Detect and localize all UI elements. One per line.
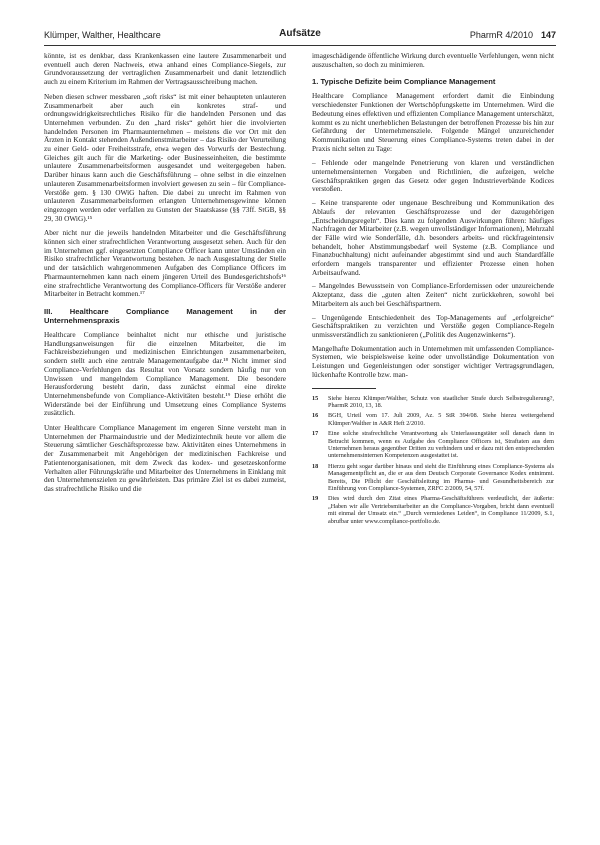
paragraph: Healthcare Compliance Management erfordert damit die Einbindung verschiedenster Funktionen der Wertschöpfungskette im Unternehmen. Wird die Bedeutung eines effektiven und effizienten Compliance Management unterschätzt, kommt es zu nicht unerheblichen Belastungen der betroffenen Prozesse bis hin zur Gefährdung der Unternehmensziele. Folgende Mängel unzureichender Kommunikation und Steuerung eines Compliance-Systems treten dabei in der Praxis nicht selten zu Tage: xyxy=(312,91,554,153)
footnote xyxy=(312,395,554,410)
section-heading: III. Healthcare Compliance Management in der Unternehmenspraxis xyxy=(44,306,286,325)
footnote-text: Siehe hierzu Klümper/Walther, Schutz von staatlicher Strafe durch Selbstregulierung?, PharmR 2010, 13, 18. xyxy=(328,394,554,409)
footnote xyxy=(312,412,554,427)
page-number: 147 xyxy=(540,30,556,40)
footnote-text: BGH, Urteil vom 17. Juli 2009, Az. 5 StR 394/08. Siehe hierzu weitergehend Klümper/Walther in A&R Heft 2/2010. xyxy=(328,412,554,427)
right-column-body xyxy=(312,52,554,380)
paragraph: Mangelhafte Dokumentation auch in Unternehmen mit umfassenden Compliance-Systemen, wie beispielsweise keine oder unvollständige Dokumentation von Leistungen und Gegenleistungen oder sonstiger wichtiger Vertragsgrundlagen, lückenhafte Kontrolle bzw. man- xyxy=(312,343,554,379)
footnote-number: 15 xyxy=(312,394,319,402)
paragraph: Neben diesen schwer messbaren „soft risks“ ist mit einer behaupteten unlauteren Zusammenarbeit aber auch ein konkretes straf- und ordnungswidrigkeitsrechtliches Risiko für die handelnden Personen und das Unternehmen verbunden. Zu den „hard risks“ gehört hier die involvierten handelnden Personen im Pharmaunternehmen – meistens die vor Ort mit den Ärzten in Kontakt stehenden Außendienstmitarbeiter – das Risiko der Verurteilung zu einer Geld- oder Freiheitsstrafe, etwa wegen des Vorwurfs der Bestechung. Gleiches gilt auch für die Marketing- oder Businesseinheiten, die bestimmte unlautere Zusammenarbeitsformen ausgesandet und weitergegeben haben. Darüber hinaus kann auch die Geschäftsführung – ohne selbst in die einzelnen unlauteren Zusammenarbeitsformen involviert gewesen zu sein – für Compliance-Verstöße gem. § 130 OWiG haften. Die dabei zu unrecht im Rahmen von unlauteren Zusammenarbeitsformen erlangten Unternehmensgewinne können eingezogen werden oder verfallen zu Gunsten der Staatskasse (§§ 73ff. StGB, §§ 29, 30 OWiG).¹⁵ xyxy=(44,91,286,223)
footnote xyxy=(312,430,554,460)
paragraph: könnte, ist es denkbar, dass Krankenkassen eine lautere Zusammenarbeit und eventuell auch deren Nachweis, etwa anhand eines Compliance-Siegels, zur Grundvoraussetzung der vertraglichen Zusammenarbeit und danit letztendlich auch zu einem Kriterium im Rahmen der Vertragsausschreibung machen. xyxy=(44,51,286,87)
list-item: – Keine transparente oder ungenaue Beschreibung und Kommunikation des Ablaufs der relevanten Geschäftsprozesse und der dazugehörigen „Entscheidungsregeln“. Dies kann zu folgenden Auswirkungen führen: häufiges Nachfragen der Mitarbeiter (z.B. wegen unvollständiger Informationen), Mehrzahl der Fälle wird wie Sonderfälle, d.h. besonders arbeits- und rückfrageintensiv behandelt, hoher Abstimmungsbedarf weil Systeme (z.B. Compliance und Finanzbuchhaltung) nicht aufeinander abgestimmt sind und auch Standardfälle erfordern mangels transparenter und effizienter Prozesse einen hohen Arbeitsaufwand. xyxy=(312,198,554,277)
footnote xyxy=(312,495,554,525)
footnote-number: 18 xyxy=(312,462,319,470)
paragraph: Unter Healthcare Compliance Management im engeren Sinne versteht man in Unternehmen der Pharmaindustrie und der Medizintechnik heute vor allem die Steuerung sämtlicher Geschäftsprozesse bzw. Aktivitäten eines Unternehmens in der Zusammenarbeit mit Angehörigen der medizinischen Fachkreise und Patientenorganisationen, mit dem Zweck das kodex- und gesetzeskonforme Verhalten aller Führungskräfte und Mitarbeiter des Unternehmens in Einklang mit den Unternehmenszielen zu gewährleisten. Das primäre Ziel ist es dabei zumeist, das strafrechtliche Risiko und die xyxy=(44,423,286,493)
section-heading: 1. Typische Defizite beim Compliance Management xyxy=(312,77,496,87)
header-section: Aufsätze xyxy=(279,28,321,39)
running-header xyxy=(44,26,556,42)
right-column xyxy=(312,52,554,528)
paragraph: Aber nicht nur die jeweils handelnden Mitarbeiter und die Geschäftsführung können sich einer strafrechtlichen Verantwortung ausgesetzt sehen. Auch für den im Unternehmen ggf. eingesetzten Compliance Officer kann unter Umständen ein Risiko strafrechtlicher Verantwortung bestehen. Je nach Ausgestaltung der Stelle und der tatsächlich wahrgenommenen Aufgaben des Compliance Officers im Pharmaunternehmen kann nach einem jüngeren Urteil des Bundesgerichtshofs¹⁶ eine strafrechtliche Verantwortung des Compliance-Officers für Verstöße anderer Mitarbeiter in Betracht kommen.¹⁷ xyxy=(44,228,286,299)
header-authors: Klümper, Walther, Healthcare xyxy=(44,30,161,40)
footnote-text: Eine solche strafrechtliche Verantwortung als Unterlassungstäter soll danach dann in Betracht kommen, wenn es Aufgabe des Compliance Officers ist, Straftaten aus dem Unternehmen heraus gegenüber Dritten zu verhindern und er dazu mit den entsprechenden unternehmensinternen Kompetenzen ausgestattet ist. xyxy=(328,430,554,460)
header-journal-info xyxy=(470,30,556,40)
footnote-number: 17 xyxy=(312,430,319,438)
header-rule xyxy=(44,45,556,46)
footnote-number: 16 xyxy=(312,412,319,420)
footnote-rule xyxy=(312,388,376,389)
header-journal: PharmR 4/2010 xyxy=(469,30,533,40)
list-item: – Ungenügende Entschiedenheit des Top-Managements auf „erfolgreiche“ Geschäftspraktiken zu verzichten und Verstöße gegen Compliance-Regeln unmissverständlich zu sanktionieren („Politik des Augenzwinkerns“). xyxy=(312,312,554,339)
list-item: – Fehlende oder mangelnde Penetrierung von klaren und verständlichen unternehmensinternen Vorgaben und Richtlinien, die aufzeigen, welche Geschäftspraktiken gegen das Gesetz oder gegen Industrieverbände Kodices verstoßen. xyxy=(312,158,554,194)
footnote-text: Hierzu geht sogar darüber hinaus und sieht die Einführung eines Compliance-Systems als Managementpflicht an, die er aus dem Deutsch Corporate Governance Kodex entnimmt. Bereits, Die Pflicht der Geschäftsleitung im Pharma- und Gesundheitsbereich zur Einführung von Compliance-Systemen, ZRFC 2/2009, 54, 57f. xyxy=(328,462,554,492)
footnotes xyxy=(312,395,554,526)
footnote-number: 19 xyxy=(312,495,319,503)
footnote-text: Dies wird durch den Zitat eines Pharma-Geschäftsführers verdeutlicht, der äußerte: „Haben wir alle Vertriebsmitarbeiter an die Compliance-Vorgaben, bricht dann eventuell mit einmal der Umsatz ein.“ „Durch vermiedenes Leiden“, in Compliance 11/2009, S.1, abrufbar unter www.compliance-portfolio.de. xyxy=(328,495,554,525)
left-column xyxy=(44,52,286,500)
footnote xyxy=(312,463,554,493)
list-item: – Mangelndes Bewusstsein von Compliance-Erfordernissen oder unzureichende Akzeptanz, dass die „guten alten Zeiten“ nicht zurückkehren, sowohl bei Mitarbeitern als auch bei Geschäftspartnern. xyxy=(312,281,554,308)
paragraph: imageschädigende öffentliche Wirkung durch eventuelle Verfehlungen, wenn nicht auszuschalten, so doch zu minimieren. xyxy=(312,51,554,69)
paragraph: Healthcare Compliance beinhaltet nicht nur ethische und juristische Handlungsanweisungen für die einzelnen Mitarbeiter, die im Fachkreisbeziehungen und medizinischen Einrichtungen zusammenarbeiten, sondern stellt auch eine zentrale Managementaufgabe dar.¹⁸ Nicht immer sind Compliance-Verfehlungen das Resultat von Vorsatz sondern häufig nur von Unwissen und mangelndem Compliance Management. Die besondere Herausforderung besteht darin, dass zunächst einmal eine direkte Unternehmensbefunde von Compliance-Aktivitäten besteht.¹⁹ Diese erhöht die Widerstände bei der Einführung und Umsetzung eines Compliance Systems zusätzlich. xyxy=(44,329,286,418)
